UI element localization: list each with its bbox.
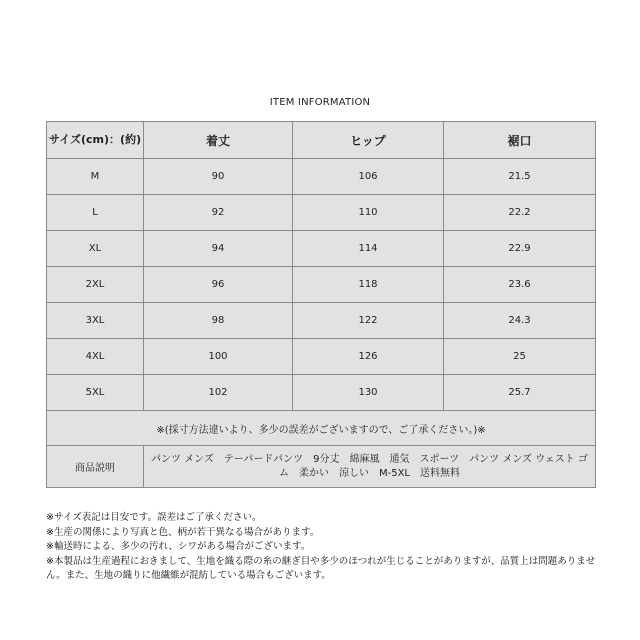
hip-cell: 130	[293, 375, 444, 411]
size-cell: 5XL	[47, 375, 144, 411]
size-cell: 3XL	[47, 303, 144, 339]
size-cell: M	[47, 159, 144, 195]
hem-cell: 21.5	[444, 159, 596, 195]
page-title: ITEM INFORMATION	[269, 97, 371, 108]
table-row	[47, 195, 596, 231]
length-cell: 92	[144, 195, 293, 231]
size-cell: XL	[47, 231, 144, 267]
footnote: ※生産の関係により写真と色、柄が若干異なる場合があります。	[46, 526, 320, 538]
hem-cell: 22.2	[444, 195, 596, 231]
table-row	[47, 375, 596, 411]
hem-cell: 23.6	[444, 267, 596, 303]
length-cell: 90	[144, 159, 293, 195]
hip-cell: 118	[293, 267, 444, 303]
measurement-note: ※(採寸方法違いより、多少の誤差がございますので、ご了承ください。)※	[47, 411, 596, 446]
footnotes	[46, 511, 606, 584]
header-hip: ヒップ	[293, 122, 444, 159]
table-row	[47, 231, 596, 267]
description-label: 商品説明	[47, 446, 144, 488]
table-row	[47, 159, 596, 195]
length-cell: 96	[144, 267, 293, 303]
table-row	[47, 267, 596, 303]
hip-cell: 114	[293, 231, 444, 267]
hip-cell: 126	[293, 339, 444, 375]
footnote: ※本製品は生産過程におきまして、生地を織る際の糸の継ぎ目や多少のほつれが生じることがありますが、品質上は問題ありません。また、生地の織りに他繊維が混紡している場合もございます。	[46, 555, 596, 581]
description-row	[47, 446, 596, 488]
hip-cell: 106	[293, 159, 444, 195]
table-header-row	[47, 122, 596, 159]
size-table	[46, 121, 596, 488]
header-size: サイズ(cm)：(約)	[47, 122, 144, 159]
size-cell: 2XL	[47, 267, 144, 303]
header-hem: 裾口	[444, 122, 596, 159]
table-row	[47, 339, 596, 375]
hem-cell: 25	[444, 339, 596, 375]
size-cell: L	[47, 195, 144, 231]
hip-cell: 110	[293, 195, 444, 231]
header-length: 着丈	[144, 122, 293, 159]
length-cell: 94	[144, 231, 293, 267]
size-cell: 4XL	[47, 339, 144, 375]
length-cell: 102	[144, 375, 293, 411]
length-cell: 100	[144, 339, 293, 375]
description-text: パンツ メンズ テーパードパンツ 9分丈 綿麻風 通気 スポーツ パンツ メンズ ウェスト ゴム 柔かい 涼しい M-5XL 送料無料	[144, 446, 596, 488]
table-row	[47, 303, 596, 339]
footnote: ※輸送時による、多少の汚れ、シワがある場合がございます。	[46, 541, 311, 552]
length-cell: 98	[144, 303, 293, 339]
hem-cell: 24.3	[444, 303, 596, 339]
measurement-note-row	[47, 411, 596, 446]
footnote: ※サイズ表記は目安です。誤差はご了承ください。	[46, 512, 262, 523]
hem-cell: 22.9	[444, 231, 596, 267]
hip-cell: 122	[293, 303, 444, 339]
hem-cell: 25.7	[444, 375, 596, 411]
